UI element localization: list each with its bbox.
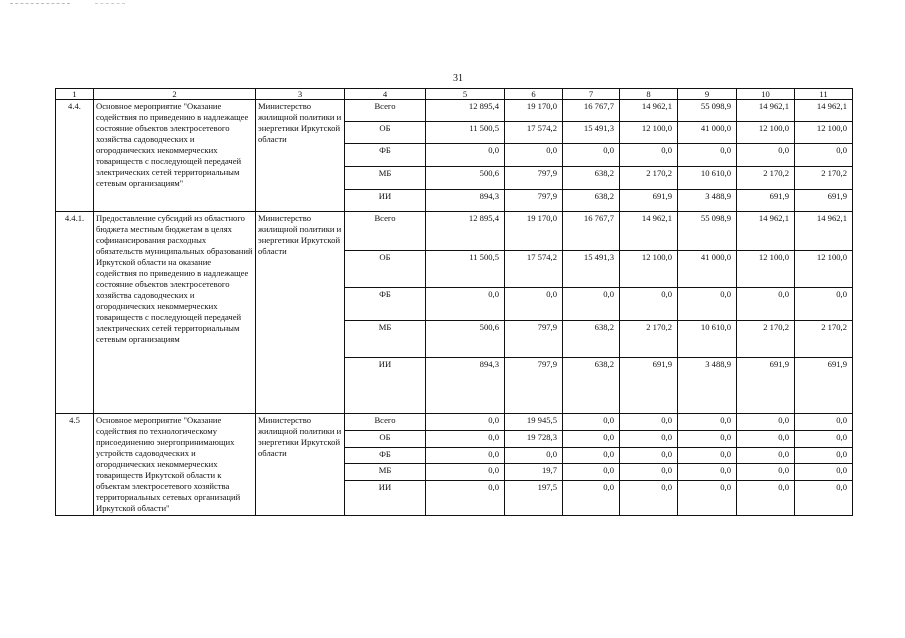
- value-cell: 0,0: [737, 481, 795, 516]
- funding-source: ФБ: [345, 447, 426, 464]
- value-cell: 894,3: [426, 190, 505, 212]
- value-cell: 500,6: [426, 167, 505, 190]
- value-cell: 0,0: [795, 144, 853, 167]
- funding-source: Всего: [345, 414, 426, 431]
- value-cell: 15 491,3: [563, 122, 620, 144]
- value-cell: 19 945,5: [505, 414, 563, 431]
- value-cell: 19 728,3: [505, 430, 563, 447]
- value-cell: 12 100,0: [737, 251, 795, 288]
- value-cell: 14 962,1: [620, 212, 678, 251]
- funding-source: ИИ: [345, 358, 426, 414]
- value-cell: 12 895,4: [426, 100, 505, 122]
- value-cell: 638,2: [563, 358, 620, 414]
- funding-source: ИИ: [345, 481, 426, 516]
- item-code: 4.5: [56, 414, 94, 516]
- value-cell: 500,6: [426, 321, 505, 358]
- value-cell: 0,0: [563, 481, 620, 516]
- value-cell: 0,0: [678, 464, 737, 481]
- item-executor: Министерство жилищной политики и энергетики Иркутской области: [256, 100, 345, 212]
- value-cell: 14 962,1: [737, 100, 795, 122]
- value-cell: 0,0: [795, 481, 853, 516]
- value-cell: 11 500,5: [426, 251, 505, 288]
- value-cell: 0,0: [737, 144, 795, 167]
- value-cell: 15 491,3: [563, 251, 620, 288]
- value-cell: 0,0: [620, 414, 678, 431]
- value-cell: 638,2: [563, 167, 620, 190]
- value-cell: 12 895,4: [426, 212, 505, 251]
- funding-source: ИИ: [345, 190, 426, 212]
- value-cell: 10 610,0: [678, 167, 737, 190]
- page-number: 31: [453, 73, 463, 84]
- table-row: [56, 100, 853, 122]
- value-cell: 691,9: [795, 190, 853, 212]
- value-cell: 17 574,2: [505, 251, 563, 288]
- value-cell: 0,0: [678, 414, 737, 431]
- table-row: [56, 212, 853, 251]
- funding-source: Всего: [345, 100, 426, 122]
- funding-source: МБ: [345, 464, 426, 481]
- value-cell: 12 100,0: [620, 251, 678, 288]
- value-cell: 691,9: [620, 190, 678, 212]
- funding-source: ОБ: [345, 122, 426, 144]
- value-cell: 0,0: [620, 430, 678, 447]
- item-code: 4.4.1.: [56, 212, 94, 414]
- value-cell: 3 488,9: [678, 190, 737, 212]
- value-cell: 2 170,2: [795, 321, 853, 358]
- header-cell: 3: [256, 89, 345, 100]
- value-cell: 0,0: [563, 144, 620, 167]
- value-cell: 41 000,0: [678, 251, 737, 288]
- funding-source: ОБ: [345, 430, 426, 447]
- value-cell: 0,0: [678, 288, 737, 321]
- value-cell: 0,0: [620, 447, 678, 464]
- funding-source: ФБ: [345, 144, 426, 167]
- value-cell: 0,0: [678, 430, 737, 447]
- value-cell: 797,9: [505, 167, 563, 190]
- item-code: 4.4.: [56, 100, 94, 212]
- value-cell: 14 962,1: [795, 212, 853, 251]
- item-name: Основное мероприятие "Оказание содействия по технологическому присоединению энергопринимающих устройств садоводческих и огороднических некоммерческих товариществ Иркутской области к объектам электросетевого хозяйства территориальных сетевых организаций Иркутской области": [94, 414, 256, 516]
- value-cell: 0,0: [426, 481, 505, 516]
- value-cell: 17 574,2: [505, 122, 563, 144]
- funding-source: ФБ: [345, 288, 426, 321]
- item-executor: Министерство жилищной политики и энергетики Иркутской области: [256, 414, 345, 516]
- value-cell: 0,0: [795, 430, 853, 447]
- funding-source: МБ: [345, 321, 426, 358]
- funding-source: МБ: [345, 167, 426, 190]
- value-cell: 0,0: [426, 144, 505, 167]
- table-row: [56, 414, 853, 431]
- header-cell: 7: [563, 89, 620, 100]
- header-cell: 8: [620, 89, 678, 100]
- funding-source: ОБ: [345, 251, 426, 288]
- value-cell: 0,0: [505, 447, 563, 464]
- value-cell: 19 170,0: [505, 212, 563, 251]
- item-name: Предоставление субсидий из областного бюджета местным бюджетам в целях софинансирования расходных обязательств муниципальных образований Иркутской области на оказание содействия по приведению в надлежащее состояние объектов электросетевого хозяйства садоводческих и огороднических некоммерческих товариществ с последующей передачей электрических сетей территориальным сетевым организациям: [94, 212, 256, 414]
- value-cell: 0,0: [678, 144, 737, 167]
- value-cell: 0,0: [737, 464, 795, 481]
- value-cell: 691,9: [737, 358, 795, 414]
- value-cell: 0,0: [795, 464, 853, 481]
- header-cell: 11: [795, 89, 853, 100]
- value-cell: 0,0: [737, 414, 795, 431]
- value-cell: 0,0: [563, 464, 620, 481]
- value-cell: 0,0: [795, 414, 853, 431]
- value-cell: 2 170,2: [620, 167, 678, 190]
- value-cell: 0,0: [563, 414, 620, 431]
- header-cell: 4: [345, 89, 426, 100]
- value-cell: 0,0: [620, 288, 678, 321]
- scan-artifact-line: [10, 3, 70, 5]
- value-cell: 2 170,2: [737, 321, 795, 358]
- value-cell: 797,9: [505, 358, 563, 414]
- value-cell: 894,3: [426, 358, 505, 414]
- value-cell: 638,2: [563, 190, 620, 212]
- value-cell: 19,7: [505, 464, 563, 481]
- value-cell: 0,0: [563, 430, 620, 447]
- value-cell: 14 962,1: [737, 212, 795, 251]
- value-cell: 12 100,0: [795, 122, 853, 144]
- value-cell: 638,2: [563, 321, 620, 358]
- value-cell: 0,0: [795, 447, 853, 464]
- value-cell: 41 000,0: [678, 122, 737, 144]
- value-cell: 0,0: [426, 414, 505, 431]
- value-cell: 2 170,2: [620, 321, 678, 358]
- value-cell: 16 767,7: [563, 100, 620, 122]
- header-cell: 1: [56, 89, 94, 100]
- header-cell: 6: [505, 89, 563, 100]
- value-cell: 797,9: [505, 190, 563, 212]
- value-cell: 197,5: [505, 481, 563, 516]
- value-cell: 12 100,0: [620, 122, 678, 144]
- value-cell: 691,9: [737, 190, 795, 212]
- value-cell: 10 610,0: [678, 321, 737, 358]
- value-cell: 0,0: [737, 447, 795, 464]
- value-cell: 0,0: [620, 144, 678, 167]
- value-cell: 16 767,7: [563, 212, 620, 251]
- value-cell: 2 170,2: [795, 167, 853, 190]
- value-cell: 0,0: [795, 288, 853, 321]
- value-cell: 55 098,9: [678, 100, 737, 122]
- value-cell: 691,9: [795, 358, 853, 414]
- value-cell: 691,9: [620, 358, 678, 414]
- value-cell: 797,9: [505, 321, 563, 358]
- value-cell: 0,0: [678, 481, 737, 516]
- value-cell: 11 500,5: [426, 122, 505, 144]
- value-cell: 0,0: [737, 288, 795, 321]
- value-cell: 3 488,9: [678, 358, 737, 414]
- value-cell: 0,0: [505, 144, 563, 167]
- item-name: Основное мероприятие "Оказание содействия по приведению в надлежащее состояние объектов электросетевого хозяйства садоводческих и огороднических некоммерческих товариществ с последующей передачей электрических сетей территориальным сетевым организациям": [94, 100, 256, 212]
- budget-table: [55, 88, 853, 516]
- value-cell: 0,0: [678, 447, 737, 464]
- item-executor: Министерство жилищной политики и энергетики Иркутской области: [256, 212, 345, 414]
- header-cell: 9: [678, 89, 737, 100]
- header-row: [56, 89, 853, 100]
- value-cell: 0,0: [426, 447, 505, 464]
- header-cell: 5: [426, 89, 505, 100]
- value-cell: 0,0: [737, 430, 795, 447]
- value-cell: 19 170,0: [505, 100, 563, 122]
- header-cell: 2: [94, 89, 256, 100]
- value-cell: 0,0: [563, 447, 620, 464]
- value-cell: 0,0: [620, 481, 678, 516]
- value-cell: 0,0: [563, 288, 620, 321]
- header-cell: 10: [737, 89, 795, 100]
- scan-artifact-line: [95, 3, 125, 5]
- value-cell: 55 098,9: [678, 212, 737, 251]
- value-cell: 14 962,1: [620, 100, 678, 122]
- value-cell: 0,0: [426, 464, 505, 481]
- funding-source: Всего: [345, 212, 426, 251]
- value-cell: 12 100,0: [737, 122, 795, 144]
- value-cell: 2 170,2: [737, 167, 795, 190]
- value-cell: 0,0: [505, 288, 563, 321]
- value-cell: 0,0: [426, 430, 505, 447]
- value-cell: 0,0: [620, 464, 678, 481]
- table-body: [56, 89, 853, 516]
- value-cell: 12 100,0: [795, 251, 853, 288]
- value-cell: 0,0: [426, 288, 505, 321]
- value-cell: 14 962,1: [795, 100, 853, 122]
